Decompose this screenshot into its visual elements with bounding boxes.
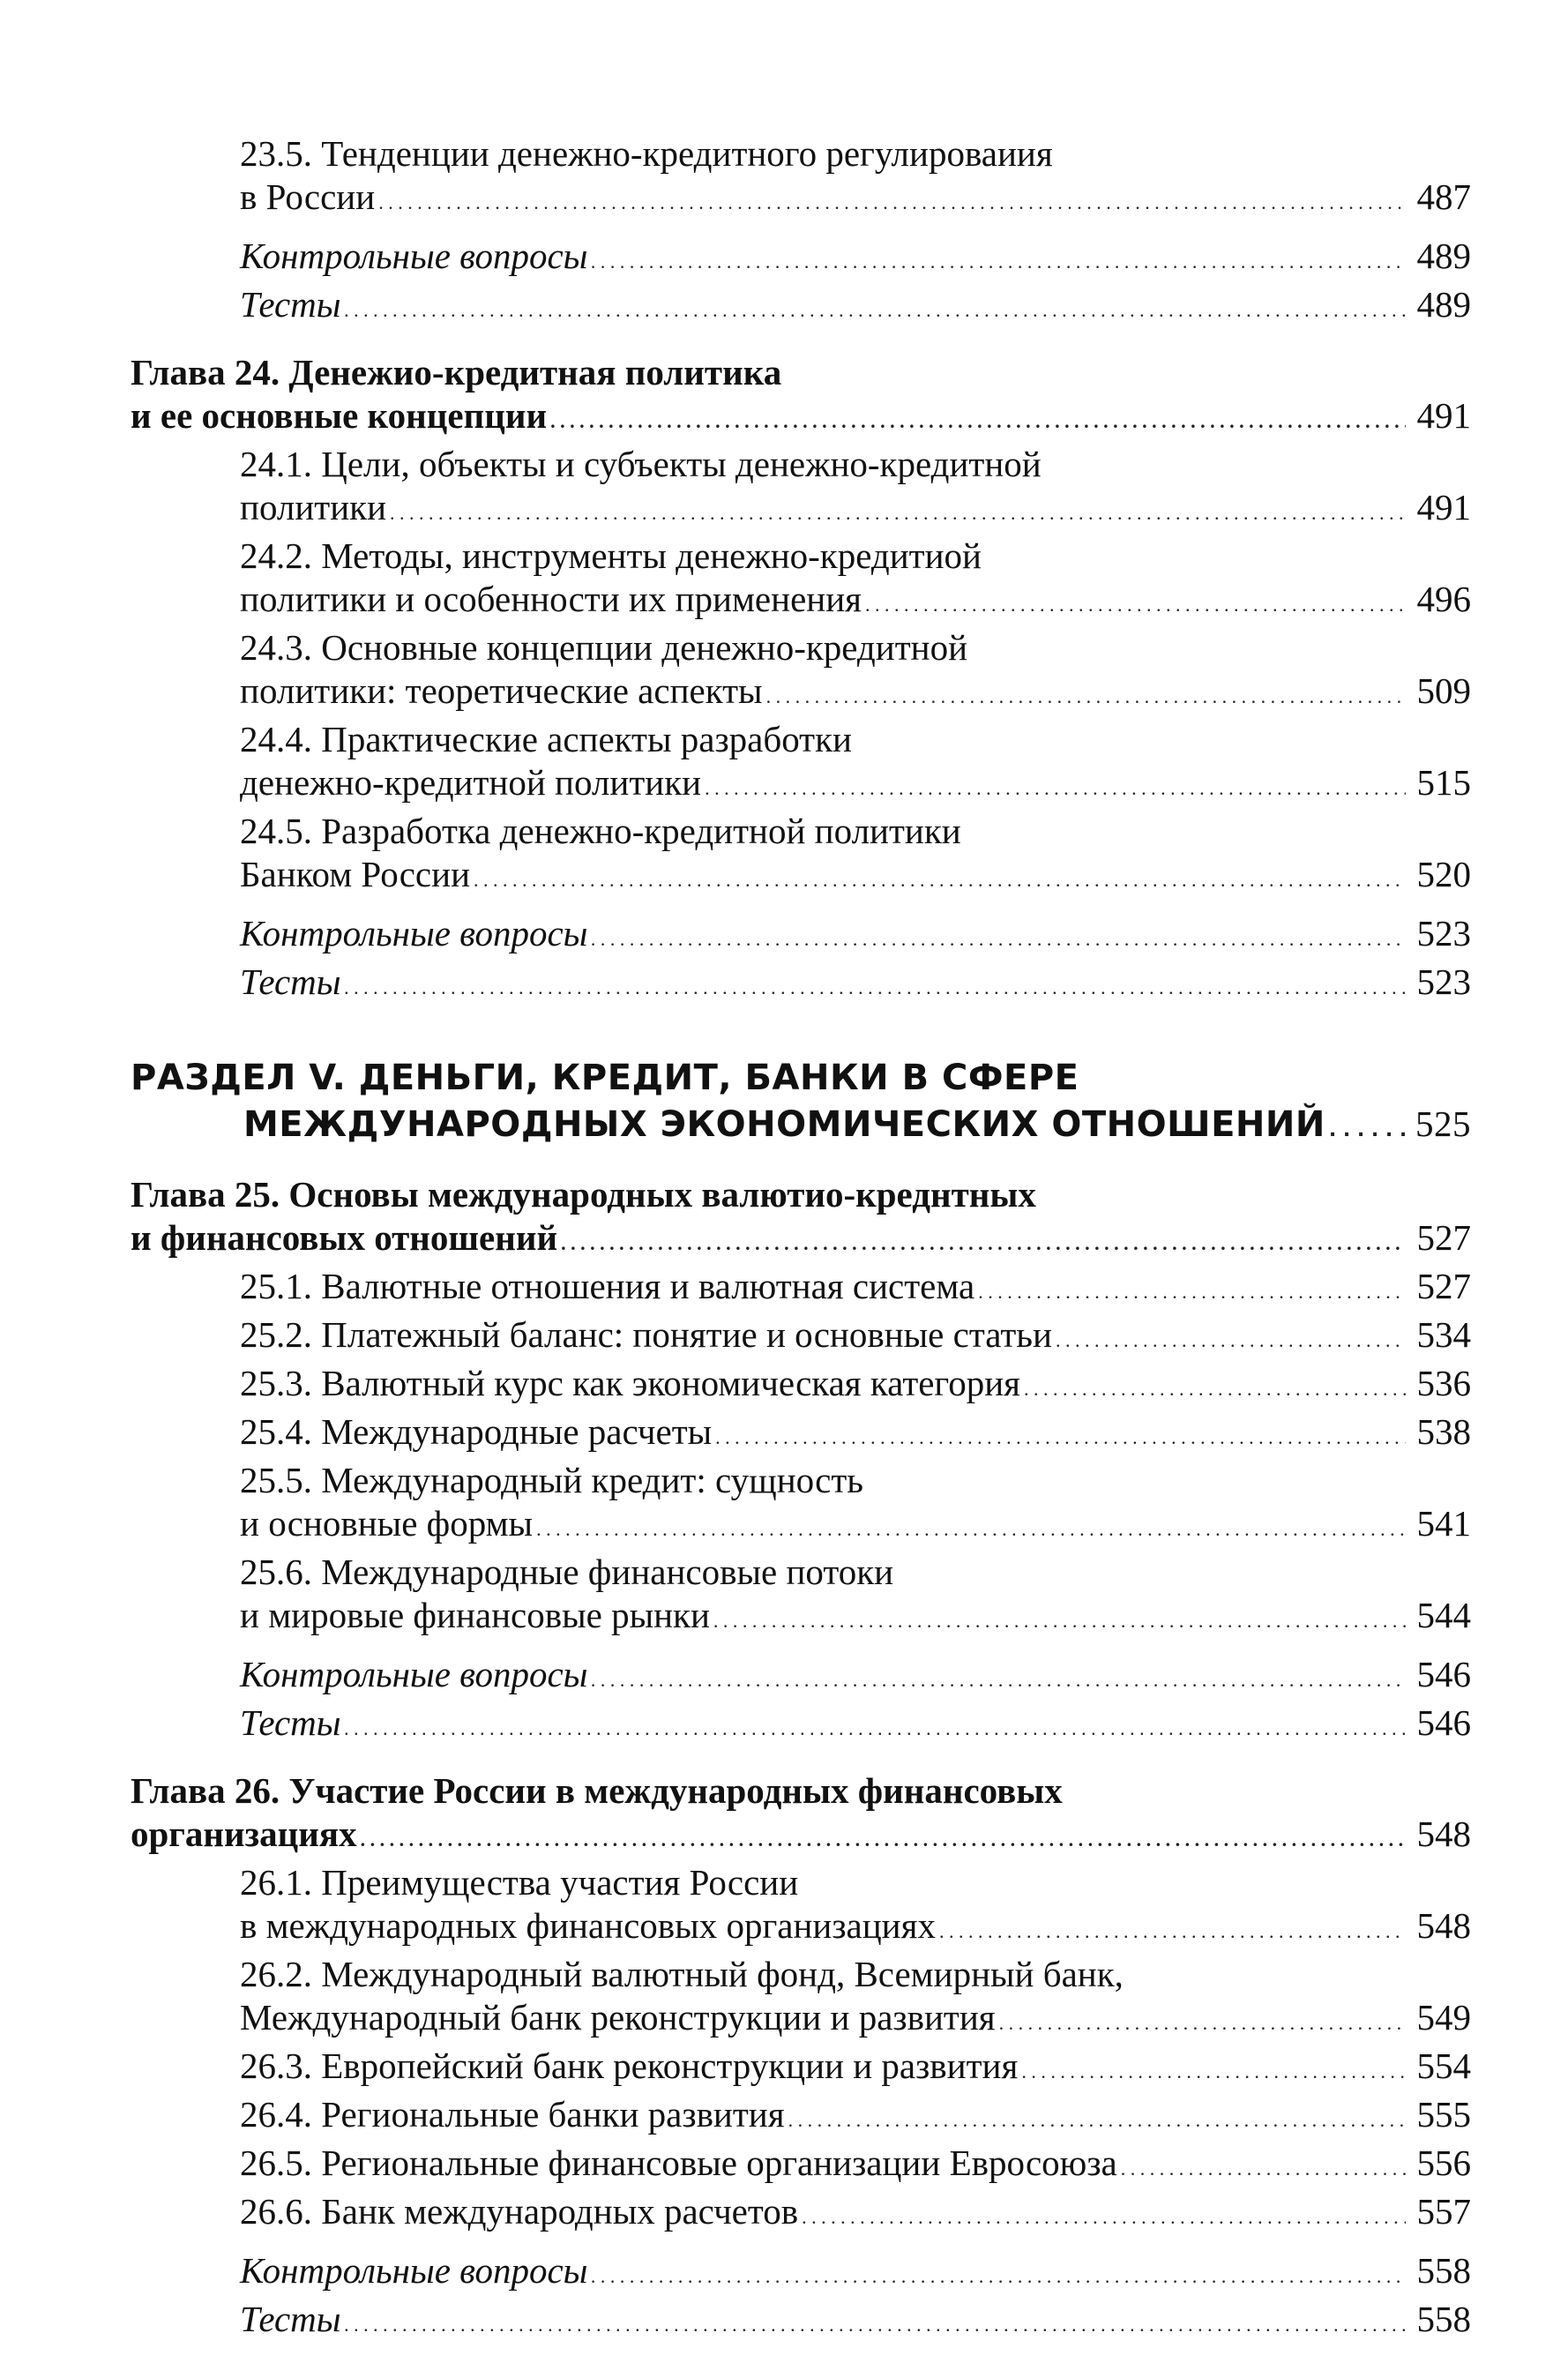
page-number: 554	[1416, 2045, 1471, 2086]
toc-entry-title-line2: в международных финансовых организациях	[240, 1905, 936, 1946]
dot-leader	[1329, 1102, 1406, 1154]
page-number: 544	[1416, 1595, 1471, 1635]
part-title-line1: РАЗДЕЛ V. ДЕНЬГИ, КРЕДИТ, БАНКИ В СФЕРЕ	[131, 1058, 1079, 1098]
dot-leader	[345, 2298, 1406, 2346]
toc-entry-26-4	[131, 2093, 1471, 2142]
toc-entry-ch24-tests	[131, 961, 1471, 1009]
toc-entry-24-1	[131, 443, 1471, 535]
part-title-line2: МЕЖДУНАРОДНЫХ ЭКОНОМИЧЕСКИХ ОТНОШЕНИЙ	[243, 1104, 1325, 1145]
page-number: 520	[1416, 854, 1471, 894]
page-number: 546	[1416, 1654, 1471, 1694]
toc-entry-title: Контрольные вопросы	[240, 1654, 588, 1694]
page-number: 548	[1416, 1813, 1471, 1854]
toc-entry-title: 26.4. Региональные банки развития	[240, 2094, 785, 2135]
dot-leader	[536, 1502, 1406, 1551]
toc-entry-title-line1: 23.5. Тенденции денежно-кредитного регулироваиия	[240, 133, 1053, 174]
dot-leader	[561, 1216, 1406, 1265]
page-number: 538	[1416, 1411, 1471, 1452]
page-number: 491	[1416, 395, 1471, 436]
toc-entry-26-2	[131, 1953, 1471, 2045]
dot-leader	[345, 283, 1406, 332]
toc-entry-title-line2: в России	[240, 176, 376, 217]
toc-entry-25-1	[131, 1265, 1471, 1313]
toc-entry-title-line1: 24.3. Основные концепции денежно-кредитной	[240, 627, 968, 668]
toc-entry-title: 26.3. Европейский банк реконструкции и развития	[240, 2045, 1019, 2086]
toc-entry-ch25-tests	[131, 1701, 1471, 1750]
toc-chapter-26	[131, 1769, 1471, 1861]
dot-leader	[1021, 2045, 1406, 2093]
toc-entry-title-line2: и основные формы	[240, 1503, 534, 1544]
page-number: 509	[1416, 670, 1471, 711]
toc-entry-title: 25.1. Валютные отношения и валютная система	[240, 1266, 975, 1306]
toc-entry-title-line2: и мировые финансовые рынки	[240, 1595, 710, 1635]
toc-part-5	[131, 1055, 1471, 1154]
dot-leader	[390, 486, 1406, 535]
chapter-title-line2: организациях	[131, 1813, 357, 1854]
toc-entry-title: Тесты	[240, 284, 341, 325]
toc-entry-ch23-tests	[131, 283, 1471, 332]
toc-entry-ch26-tests	[131, 2298, 1471, 2346]
dot-leader	[1024, 1362, 1406, 1410]
toc-entry-title-line1: 25.5. Международный кредит: сущность	[240, 1460, 863, 1500]
page-number: 541	[1416, 1503, 1471, 1544]
toc-entry-title-line2: Банком России	[240, 854, 471, 894]
dot-leader	[939, 1904, 1406, 1953]
dot-leader	[1121, 2142, 1406, 2190]
dot-leader	[788, 2093, 1406, 2142]
toc-chapter-24	[131, 351, 1471, 443]
toc-entry-title-line1: 24.4. Практические аспекты разработки	[240, 719, 852, 759]
dot-leader	[802, 2190, 1406, 2239]
toc-entry-25-3	[131, 1362, 1471, 1410]
table-of-contents	[131, 132, 1471, 2346]
toc-entry-24-4	[131, 718, 1471, 810]
toc-entry-24-3	[131, 626, 1471, 718]
dot-leader	[978, 1265, 1406, 1313]
toc-entry-title-line1: 24.2. Методы, инструменты денежно-кредитиой	[240, 535, 982, 576]
toc-entry-title-line1: 26.1. Преимущества участия России	[240, 1862, 799, 1903]
toc-entry-title-line2: политики: теоретические аспекты	[240, 670, 763, 711]
page-number: 555	[1416, 2094, 1471, 2135]
page-number: 534	[1416, 1314, 1471, 1355]
toc-entry-25-2	[131, 1313, 1471, 1362]
toc-entry-ch24-control-questions	[131, 912, 1471, 961]
dot-leader	[550, 394, 1406, 443]
page-number: 558	[1416, 2299, 1471, 2339]
page-number: 536	[1416, 1363, 1471, 1403]
toc-entry-title: 25.2. Платежный баланс: понятие и основные статьи	[240, 1314, 1052, 1355]
toc-entry-ch25-control-questions	[131, 1653, 1471, 1701]
toc-entry-26-1	[131, 1861, 1471, 1953]
toc-entry-ch26-control-questions	[131, 2249, 1471, 2298]
toc-entry-title-line2: политики и особенности их применения	[240, 579, 862, 619]
toc-entry-26-5	[131, 2142, 1471, 2190]
dot-leader	[999, 1996, 1406, 2045]
chapter-title-line2: и ее основные концепции	[131, 395, 548, 436]
page-number: 523	[1416, 961, 1471, 1002]
page-number: 489	[1416, 284, 1471, 325]
toc-entry-title-line2: Международный банк реконструкции и развития	[240, 1997, 996, 2038]
toc-entry-title: Тесты	[240, 2299, 341, 2339]
toc-entry-25-6	[131, 1551, 1471, 1642]
page-number: 527	[1416, 1266, 1471, 1306]
toc-entry-title: Тесты	[240, 961, 341, 1002]
dot-leader	[591, 235, 1406, 283]
toc-chapter-25	[131, 1173, 1471, 1265]
toc-entry-title: 25.3. Валютный курс как экономическая категория	[240, 1363, 1021, 1403]
toc-entry-title-line1: 24.1. Цели, объекты и субъекты денежно-кредитной	[240, 444, 1042, 484]
dot-leader	[378, 176, 1406, 224]
toc-entry-title: Контрольные вопросы	[240, 236, 588, 276]
dot-leader	[713, 1594, 1406, 1642]
dot-leader	[865, 578, 1406, 626]
dot-leader	[705, 761, 1406, 810]
toc-entry-title: 26.6. Банк международных расчетов	[240, 2191, 799, 2232]
page-number: 549	[1416, 1997, 1471, 2038]
toc-entry-title-line1: 26.2. Международный валютный фонд, Всемирный банк,	[240, 1954, 1124, 1994]
toc-entry-title-line2: политики	[240, 487, 387, 527]
page-number: 548	[1416, 1905, 1471, 1946]
page-number: 496	[1416, 579, 1471, 619]
toc-entry-24-5	[131, 810, 1471, 901]
dot-leader	[361, 1813, 1406, 1861]
page-number: 489	[1416, 236, 1471, 276]
dot-leader	[1056, 1313, 1406, 1362]
page-number: 525	[1415, 1103, 1471, 1144]
page-number: 515	[1416, 762, 1471, 803]
chapter-title-line1: Глава 24. Денежио-кредитная политика	[131, 352, 782, 393]
page-number: 557	[1416, 2191, 1471, 2232]
page-number: 523	[1416, 913, 1471, 953]
toc-entry-title-line1: 25.6. Международные финансовые потоки	[240, 1552, 894, 1592]
toc-entry-title-line1: 24.5. Разработка денежно-кредитной политики	[240, 811, 961, 851]
page-number: 527	[1416, 1217, 1471, 1258]
toc-entry-25-5	[131, 1459, 1471, 1551]
toc-entry-25-4	[131, 1410, 1471, 1459]
toc-entry-26-3	[131, 2045, 1471, 2093]
chapter-title-line1: Глава 26. Участие России в международных финансовых	[131, 1770, 1063, 1811]
page-number: 546	[1416, 1702, 1471, 1743]
dot-leader	[345, 1701, 1406, 1750]
page-number: 487	[1416, 176, 1471, 217]
dot-leader	[345, 961, 1406, 1009]
page-number: 491	[1416, 487, 1471, 527]
toc-entry-title: Контрольные вопросы	[240, 913, 588, 953]
chapter-title-line1: Глава 25. Основы международных валютио-креднтных	[131, 1174, 1036, 1215]
dot-leader	[766, 669, 1406, 718]
dot-leader	[591, 2249, 1406, 2298]
toc-entry-title: Контрольные вопросы	[240, 2250, 588, 2291]
page-number: 558	[1416, 2250, 1471, 2291]
toc-entry-23-5	[131, 132, 1471, 224]
toc-entry-24-2	[131, 535, 1471, 626]
toc-entry-title-line2: денежно-кредитной политики	[240, 762, 702, 803]
page-number: 556	[1416, 2142, 1471, 2183]
toc-entry-26-6	[131, 2190, 1471, 2239]
toc-entry-title: 25.4. Международные расчеты	[240, 1411, 713, 1452]
toc-entry-title: Тесты	[240, 1702, 341, 1743]
dot-leader	[591, 912, 1406, 961]
toc-entry-ch23-control-questions	[131, 235, 1471, 283]
dot-leader	[474, 853, 1406, 901]
chapter-title-line2: и финансовых отношений	[131, 1217, 558, 1258]
dot-leader	[591, 1653, 1406, 1701]
toc-entry-title: 26.5. Региональные финансовые организации Евросоюза	[240, 2142, 1117, 2183]
dot-leader	[715, 1410, 1406, 1459]
